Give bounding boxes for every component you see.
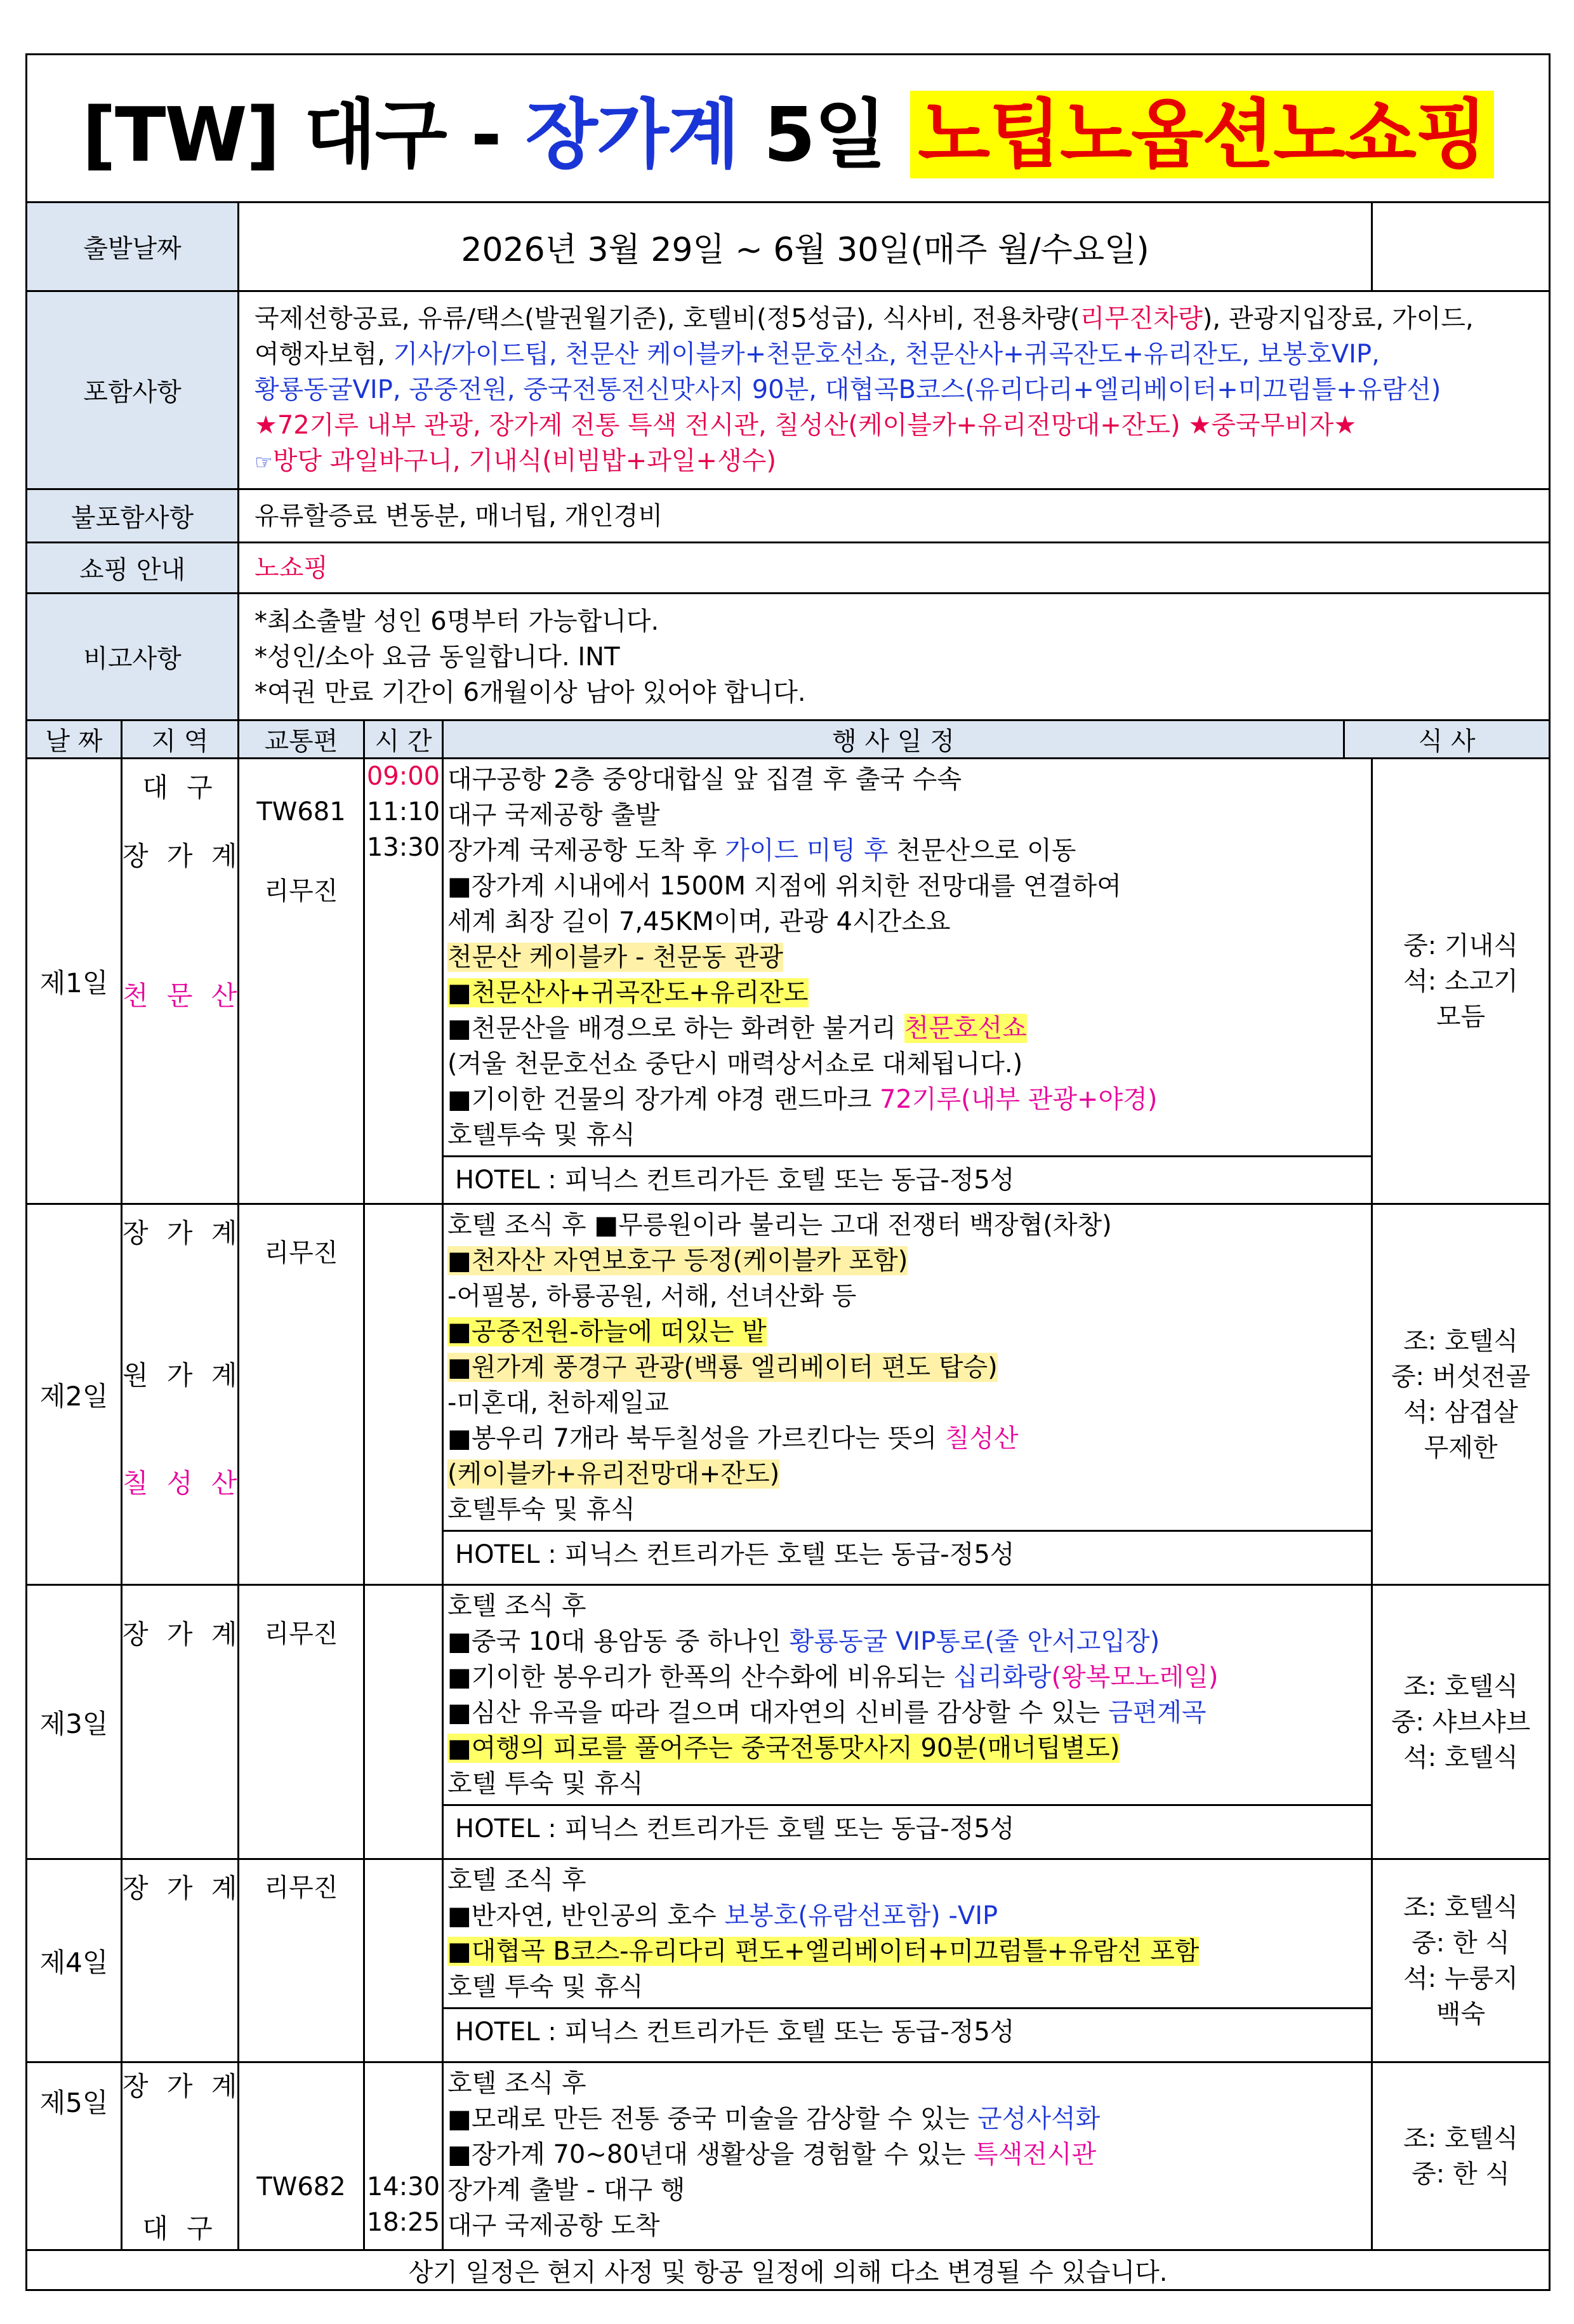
remark-1: *최소출발 성인 6명부터 가능합니다. bbox=[255, 606, 659, 636]
activity-highlight: 십리화랑 bbox=[953, 1663, 1052, 1692]
activity-highlight: 72기루(내부 관광+야경) bbox=[879, 1085, 1158, 1114]
activity-line: 호텔 투숙 및 휴식 bbox=[447, 1972, 644, 2002]
day-row-3 bbox=[27, 1585, 1550, 1859]
includes-label: 포함사항 bbox=[27, 291, 239, 489]
activity-line: 호텔 투숙 및 휴식 bbox=[447, 1769, 644, 1798]
activity-line bbox=[447, 975, 1367, 1011]
activity-line bbox=[447, 1624, 1367, 1659]
activity-line bbox=[447, 1730, 1367, 1766]
day3-region bbox=[122, 1585, 242, 1859]
hotel-info: HOTEL : 피닉스 컨트리가든 호텔 또는 동급-정5성 bbox=[444, 1804, 1371, 1852]
time-value: 13:30 bbox=[366, 833, 440, 862]
day-label: 제1일 bbox=[27, 759, 122, 1204]
activity-text: ■중국 10대 용암동 중 하나인 bbox=[447, 1627, 790, 1656]
day-label: 제5일 bbox=[27, 2062, 122, 2250]
title-part-2: 장가계 bbox=[525, 91, 739, 178]
activity-text: 장가계 국제공항 도착 후 bbox=[447, 836, 725, 865]
activity-line bbox=[447, 1421, 1367, 1456]
activity-line bbox=[447, 1898, 1367, 1934]
day4-region bbox=[122, 1859, 242, 2062]
transport-mode: 리무진 bbox=[264, 1619, 338, 1649]
activity-line: 대구 국제공항 도착 bbox=[447, 2211, 660, 2240]
activity-text: ■장가계 70~80년대 생활상을 경험할 수 있는 bbox=[447, 2140, 974, 2169]
day1-time bbox=[364, 759, 443, 1204]
meal-item: 중: 한 식 bbox=[1412, 2159, 1510, 2189]
excludes-value: 유류할증료 변동분, 매너팁, 개인경비 bbox=[239, 489, 1550, 543]
includes-content bbox=[239, 291, 1550, 489]
region-name: 장 가 계 bbox=[122, 840, 242, 872]
day-row-5 bbox=[27, 2062, 1550, 2250]
activity-text: ■기이한 봉우리가 한폭의 산수화에 비유되는 bbox=[447, 1663, 953, 1692]
includes-line-5 bbox=[255, 443, 1533, 480]
activity-line: 호텔투숙 및 휴식 bbox=[447, 1495, 635, 1524]
day3-transport bbox=[239, 1585, 364, 1859]
activity-line: 호텔 조식 후 bbox=[447, 2069, 586, 2098]
activity-highlight: ■원가계 풍경구 관광(백룡 엘리베이터 편도 탑승) bbox=[447, 1353, 998, 1382]
meal-item: 석: 소고기 bbox=[1403, 966, 1518, 996]
meal-item: 조: 호텔식 bbox=[1403, 1892, 1518, 1922]
day5-meals bbox=[1372, 2062, 1550, 2250]
meal-item: 조: 호텔식 bbox=[1403, 2123, 1518, 2153]
activity-line: ■장가계 시내에서 1500M 지점에 위치한 전망대를 연결하여 bbox=[447, 872, 1121, 901]
activity-text: ■봉우리 7개라 북두칠성을 가르킨다는 뜻의 bbox=[447, 1424, 945, 1453]
header-transport: 교통편 bbox=[239, 720, 364, 759]
day-label: 제4일 bbox=[27, 1859, 122, 2062]
includes-line-4: ★72기루 내부 관광, 장가계 전통 특색 전시관, 칠성산(케이블카+유리전망대+잔도) ★중국무비자★ bbox=[255, 410, 1357, 440]
activity-highlight: 보봉호(유람선포함) -VIP bbox=[724, 1901, 998, 1930]
activity-highlight: 특색전시관 bbox=[974, 2140, 1097, 2169]
meal-item: 석: 삼겹살 bbox=[1403, 1397, 1518, 1427]
meal-item: 중: 기내식 bbox=[1403, 931, 1518, 960]
activity-line bbox=[447, 1314, 1367, 1350]
meal-item: 중: 한 식 bbox=[1412, 1928, 1510, 1958]
header-itinerary: 행 사 일 정 bbox=[443, 720, 1344, 759]
activity-line bbox=[447, 1456, 1367, 1492]
hotel-info: HOTEL : 피닉스 컨트리가든 호텔 또는 동급-정5성 bbox=[444, 2007, 1371, 2055]
region-name: 장 가 계 bbox=[122, 2071, 242, 2102]
header-region: 지 역 bbox=[122, 720, 239, 759]
activity-line bbox=[447, 1659, 1367, 1695]
time-value: 09:00 bbox=[366, 762, 440, 791]
footer-note: 상기 일정은 현지 사정 및 항공 일정에 의해 다소 변경될 수 있습니다. bbox=[27, 2250, 1550, 2290]
header-date: 날 짜 bbox=[27, 720, 122, 759]
day3-meals bbox=[1372, 1585, 1550, 1859]
activity-line bbox=[447, 940, 1367, 975]
meal-item: 무제한 bbox=[1424, 1433, 1498, 1463]
flight-number: TW681 bbox=[256, 797, 346, 827]
activity-line: -미혼대, 천하제일교 bbox=[447, 1388, 669, 1418]
day4-meals bbox=[1372, 1859, 1550, 2062]
activity-highlight: 군성사석화 bbox=[977, 2104, 1101, 2134]
activity-line bbox=[447, 1243, 1367, 1278]
region-name: 장 가 계 bbox=[122, 1873, 242, 1904]
activity-line: 호텔 조식 후 bbox=[447, 1866, 586, 1895]
region-name: 대 구 bbox=[142, 2213, 218, 2244]
region-name: 장 가 계 bbox=[122, 1218, 242, 1249]
includes-line-2 bbox=[255, 336, 1533, 372]
region-name: 천 문 산 bbox=[122, 980, 242, 1011]
activity-text: ■천문산을 배경으로 하는 화려한 불거리 bbox=[447, 1014, 904, 1043]
title-part-1: [TW] 대구 - bbox=[82, 91, 526, 178]
day1-meals bbox=[1372, 759, 1550, 1204]
remark-3: *여권 만료 기간이 6개월이상 남아 있어야 합니다. bbox=[255, 677, 806, 707]
hotel-info: HOTEL : 피닉스 컨트리가든 호텔 또는 동급-정5성 bbox=[444, 1530, 1371, 1577]
remarks-content bbox=[239, 594, 1550, 720]
activity-line bbox=[447, 1082, 1367, 1117]
activity-text: ■반자연, 반인공의 호수 bbox=[447, 1901, 725, 1930]
title-highlight: 노팁노옵션노쇼핑 bbox=[910, 91, 1494, 178]
day2-region bbox=[122, 1204, 242, 1585]
activity-line: (겨울 천문호선쇼 중단시 매력상서쇼로 대체됩니다.) bbox=[447, 1049, 1023, 1079]
activity-line bbox=[447, 1350, 1367, 1385]
day1-region bbox=[122, 759, 242, 1204]
shopping-value: 노쇼핑 bbox=[239, 543, 1550, 594]
day3-time bbox=[364, 1585, 443, 1859]
day2-meals bbox=[1372, 1204, 1550, 1585]
transport-mode: 리무진 bbox=[264, 1873, 338, 1902]
activity-line: 호텔투숙 및 휴식 bbox=[447, 1120, 635, 1150]
activity-text: ■심산 유곡을 따라 걸으며 대자연의 신비를 감상할 수 있는 bbox=[447, 1698, 1108, 1727]
activity-highlight: 천문호선쇼 bbox=[904, 1014, 1027, 1043]
day1-transport bbox=[239, 759, 364, 1204]
flight-number: TW682 bbox=[256, 2172, 346, 2201]
meal-item: 백숙 bbox=[1436, 1999, 1486, 2029]
day-row-2 bbox=[27, 1204, 1550, 1585]
day2-activities bbox=[443, 1204, 1372, 1585]
includes-line-3: 황룡동굴VIP, 공중전원, 중국전통전신맛사지 90분, 대협곡B코스(유리다리+엘리베이터+미끄럼틀+유람선) bbox=[255, 375, 1441, 404]
page-title bbox=[82, 91, 1494, 178]
hand-pointer-icon: ☞ bbox=[255, 449, 273, 474]
meal-item: 조: 호텔식 bbox=[1403, 1326, 1518, 1356]
includes-limousine: 리무진차량 bbox=[1080, 303, 1203, 333]
day1-activities bbox=[443, 759, 1372, 1204]
day2-transport bbox=[239, 1204, 364, 1585]
departure-blank bbox=[1372, 203, 1550, 291]
header-meal: 식 사 bbox=[1344, 720, 1550, 759]
includes-text: 여행자보험, bbox=[255, 339, 394, 369]
activity-text: 천문산으로 이동 bbox=[888, 836, 1076, 865]
day4-activities bbox=[443, 1859, 1372, 2062]
includes-text: 국제선항공료, 유류/택스(발권월기준), 호텔비(정5성급), 식사비, 전용차량( bbox=[255, 303, 1080, 333]
excludes-label: 불포함사항 bbox=[27, 489, 239, 543]
day-row-4 bbox=[27, 1859, 1550, 2062]
activity-highlight: ■대협곡 B코스-유리다리 편도+엘리베이터+미끄럼틀+유람선 포함 bbox=[447, 1937, 1200, 1966]
title-cell bbox=[27, 55, 1550, 203]
day5-activities bbox=[443, 2062, 1372, 2250]
itinerary-table bbox=[25, 53, 1551, 2291]
meal-item: 중: 버섯전골 bbox=[1391, 1362, 1531, 1391]
day4-transport bbox=[239, 1859, 364, 2062]
region-name: 대 구 bbox=[142, 772, 218, 803]
activity-line: -어필봉, 하룡공원, 서해, 선녀산화 등 bbox=[447, 1282, 857, 1311]
activity-highlight: (케이블카+유리전망대+잔도) bbox=[447, 1459, 780, 1489]
activity-line bbox=[447, 2137, 1367, 2172]
activity-highlight: 칠성산 bbox=[944, 1424, 1019, 1453]
meal-item: 석: 호텔식 bbox=[1403, 1743, 1518, 1772]
day5-region bbox=[122, 2062, 242, 2250]
activity-highlight: ■천자산 자연보호구 등정(케이블카 포함) bbox=[447, 1246, 908, 1275]
activity-highlight: 황룡동굴 VIP통로(줄 안서고입장) bbox=[789, 1627, 1160, 1656]
region-name: 원 가 계 bbox=[122, 1360, 242, 1391]
includes-red-text: 방당 과일바구니, 기내식(비빔밥+과일+생수) bbox=[272, 446, 776, 475]
day5-time bbox=[364, 2062, 443, 2250]
activity-highlight: 금편계곡 bbox=[1108, 1698, 1207, 1727]
hotel-info: HOTEL : 피닉스 컨트리가든 호텔 또는 동급-정5성 bbox=[444, 1155, 1371, 1203]
departure-value: 2026년 3월 29일 ~ 6월 30일(매주 월/수요일) bbox=[239, 203, 1372, 291]
remark-2: *성인/소아 요금 동일합니다. INT bbox=[255, 642, 620, 672]
remarks-label: 비고사항 bbox=[27, 594, 239, 720]
activity-line: 세계 최장 길이 7,45KM이며, 관광 4시간소요 bbox=[447, 907, 951, 936]
day3-activities bbox=[443, 1585, 1372, 1859]
activity-line: 호텔 조식 후 bbox=[447, 1591, 586, 1621]
day5-transport bbox=[239, 2062, 364, 2250]
transport-mode: 리무진 bbox=[264, 1238, 338, 1268]
activity-line: 대구공항 2층 중앙대합실 앞 집결 후 출국 수속 bbox=[447, 765, 962, 794]
activity-text: ■기이한 건물의 장가계 야경 랜드마크 bbox=[447, 1085, 880, 1114]
header-time: 시 간 bbox=[364, 720, 443, 759]
day4-time bbox=[364, 1859, 443, 2062]
activity-line bbox=[447, 1934, 1367, 1969]
activity-highlight: ■공중전원-하늘에 떠있는 밭 bbox=[447, 1317, 767, 1346]
includes-text: ), 관광지입장료, 가이드, bbox=[1202, 303, 1474, 333]
activity-highlight: 천문산 케이블카 - 천문동 관광 bbox=[447, 943, 783, 972]
activity-line bbox=[447, 2101, 1367, 2137]
activity-highlight: 가이드 미팅 후 bbox=[725, 836, 889, 865]
meal-item: 모듬 bbox=[1436, 1002, 1486, 1032]
activity-highlight: ■여행의 피로를 풀어주는 중국전통맛사지 90분(매너팁별도) bbox=[447, 1734, 1120, 1763]
time-value: 18:25 bbox=[366, 2208, 440, 2237]
day-label: 제2일 bbox=[27, 1204, 122, 1585]
activity-line: 호텔 조식 후 ■무릉원이라 불리는 고대 전쟁터 백장협(차창) bbox=[447, 1211, 1112, 1240]
time-value: 11:10 bbox=[366, 797, 440, 827]
activity-highlight: (왕복모노레일) bbox=[1051, 1663, 1219, 1692]
shopping-label: 쇼핑 안내 bbox=[27, 543, 239, 594]
title-part-3: 5일 bbox=[738, 91, 911, 178]
day2-time bbox=[364, 1204, 443, 1585]
activity-line bbox=[447, 1695, 1367, 1730]
activity-line bbox=[447, 833, 1367, 868]
activity-highlight: ■천문산사+귀곡잔도+유리잔도 bbox=[447, 978, 809, 1007]
includes-blue-text: 기사/가이드팁, 천문산 케이블카+천문호선쇼, 천문산사+귀곡잔도+유리잔도, 보봉호VIP, bbox=[393, 339, 1380, 369]
activity-line bbox=[447, 1011, 1367, 1046]
itinerary-sheet bbox=[25, 53, 1549, 2291]
activity-text: ■모래로 만든 전통 중국 미술을 감상할 수 있는 bbox=[447, 2104, 978, 2134]
region-name: 장 가 계 bbox=[122, 1619, 242, 1650]
day-label: 제3일 bbox=[27, 1585, 122, 1859]
meal-item: 중: 샤브샤브 bbox=[1391, 1707, 1531, 1737]
time-value: 14:30 bbox=[366, 2172, 440, 2201]
activity-line: 대구 국제공항 출발 bbox=[447, 800, 660, 830]
meal-item: 석: 누룽지 bbox=[1403, 1963, 1518, 1993]
day-row-1 bbox=[27, 759, 1550, 1204]
region-name: 칠 성 산 bbox=[122, 1468, 242, 1499]
activity-line: 장가계 출발 - 대구 행 bbox=[447, 2175, 685, 2205]
includes-line-1 bbox=[255, 301, 1533, 336]
departure-label: 출발날짜 bbox=[27, 203, 239, 291]
transport-mode: 리무진 bbox=[264, 877, 338, 906]
meal-item: 조: 호텔식 bbox=[1403, 1671, 1518, 1701]
